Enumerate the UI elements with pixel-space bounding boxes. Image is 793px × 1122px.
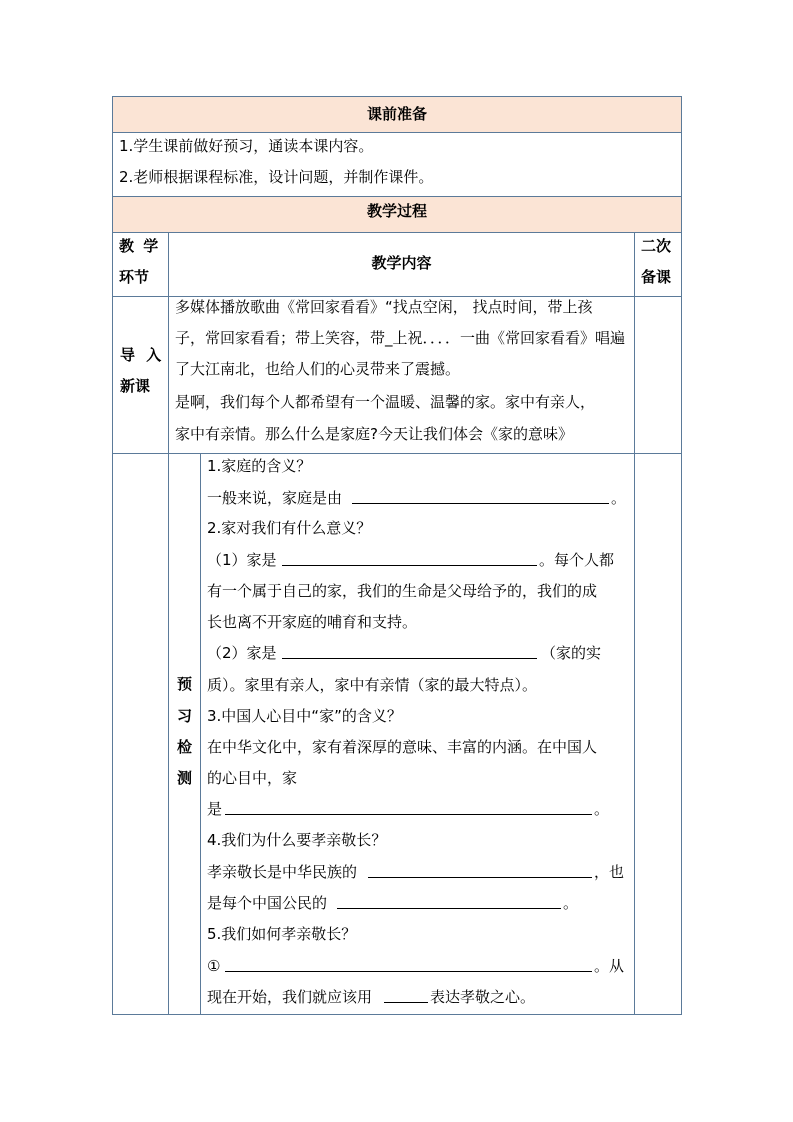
q1-text: 一般来说，家庭是由	[207, 489, 343, 507]
preview-second-cell	[634, 453, 682, 1015]
header-content-label: 教学内容	[371, 254, 432, 272]
q2-1-prefix: （1）家是	[207, 551, 277, 569]
intro-line-3: 了大江南北，也给人们的心灵带来了震撼。	[175, 360, 461, 378]
prep-item-2: 2.老师根据课程标准，设计问题，并制作课件。	[119, 168, 434, 186]
q2-1-suffix: 。每个人都	[539, 551, 615, 569]
intro-label-line2: 新课	[120, 377, 151, 395]
prep-item-1: 1.学生课前做好预习，通读本课内容。	[119, 137, 374, 155]
q4-end: 。	[563, 894, 579, 912]
preview-label-3: 检	[177, 738, 193, 756]
q5-title: 5.我们如何孝亲敬长？	[207, 925, 357, 943]
q5-marker: ①	[207, 957, 221, 975]
q5-line2-end: 表达孝敬之心。	[430, 988, 536, 1006]
q5-line2: 现在开始，我们就应该用	[207, 988, 373, 1006]
q4-title: 4.我们为什么要孝亲敬长？	[207, 831, 387, 849]
preview-label-1: 预	[177, 675, 193, 693]
q1-end: 。	[611, 489, 627, 507]
intro-second-cell	[634, 296, 682, 454]
q5-blank-2[interactable]	[384, 1002, 428, 1003]
header-second-line2: 备课	[641, 268, 672, 286]
q2-1-blank[interactable]	[282, 565, 537, 566]
intro-line-2: 子，常回家看看；带上笑容，带_上祝．．．．一曲《常回家看看》唱遍	[175, 329, 626, 347]
q4-line1-suffix: ，也	[594, 863, 625, 881]
process-header	[112, 196, 682, 233]
preview-label-cell	[168, 453, 201, 1015]
intro-label-line1: 导 入	[120, 346, 165, 364]
header-col-content	[168, 232, 635, 297]
prep-header	[112, 96, 682, 133]
q2-2-line2: 质）。家里有亲人，家中有亲情（家的最大特点）。	[207, 676, 538, 694]
q2-2-blank[interactable]	[282, 658, 537, 659]
intro-line-1: 多媒体播放歌曲《常回家看看》“找点空闲， 找点时间，带上孩	[175, 298, 593, 316]
header-second-line1: 二次	[641, 237, 672, 255]
q3-title: 3.中国人心目中“家”的含义？	[207, 707, 402, 725]
q4-blank-2[interactable]	[337, 908, 561, 909]
header-stage-line1: 教 学	[119, 237, 161, 255]
preview-label-2: 习	[177, 707, 193, 725]
q4-line1: 孝亲敬长是中华民族的	[207, 863, 358, 881]
q5-blank-1[interactable]	[225, 971, 592, 972]
q2-2-suffix: （家的实	[541, 644, 602, 662]
intro-label-cell	[112, 296, 169, 454]
q3-blank[interactable]	[225, 814, 592, 815]
q2-1-line3: 长也离不开家庭的哺育和支持。	[207, 613, 418, 631]
header-stage-line2: 环节	[119, 268, 150, 286]
intro-line-4: 是啊，我们每个人都希望有一个温暖、温馨的家。家中有亲人，	[175, 393, 596, 411]
intro-line-5: 家中有亲情。那么什么是家庭?今天让我们体会《家的意味》	[175, 425, 573, 443]
preview-blank-cell	[112, 453, 169, 1015]
q4-blank-1[interactable]	[368, 877, 592, 878]
q1-blank[interactable]	[352, 503, 609, 504]
prep-title: 课前准备	[366, 105, 427, 123]
q3-end: 。	[594, 800, 610, 818]
q3-line2: 的心目中，家	[207, 769, 298, 787]
q2-title: 2.家对我们有什么意义？	[207, 519, 372, 537]
process-title: 教学过程	[366, 202, 427, 220]
q3-line3: 是	[207, 800, 223, 818]
q5-line1-suffix: 。从	[594, 957, 625, 975]
q4-line2: 是每个中国公民的	[207, 894, 328, 912]
q1-title: 1.家庭的含义？	[207, 457, 312, 475]
q3-line1: 在中华文化中，家有着深厚的意味、丰富的内涵。在中国人	[207, 738, 598, 756]
q2-1-line2: 有一个属于自己的家，我们的生命是父母给予的，我们的成	[207, 582, 598, 600]
q2-2-prefix: （2）家是	[207, 644, 277, 662]
preview-label-4: 测	[177, 769, 193, 787]
